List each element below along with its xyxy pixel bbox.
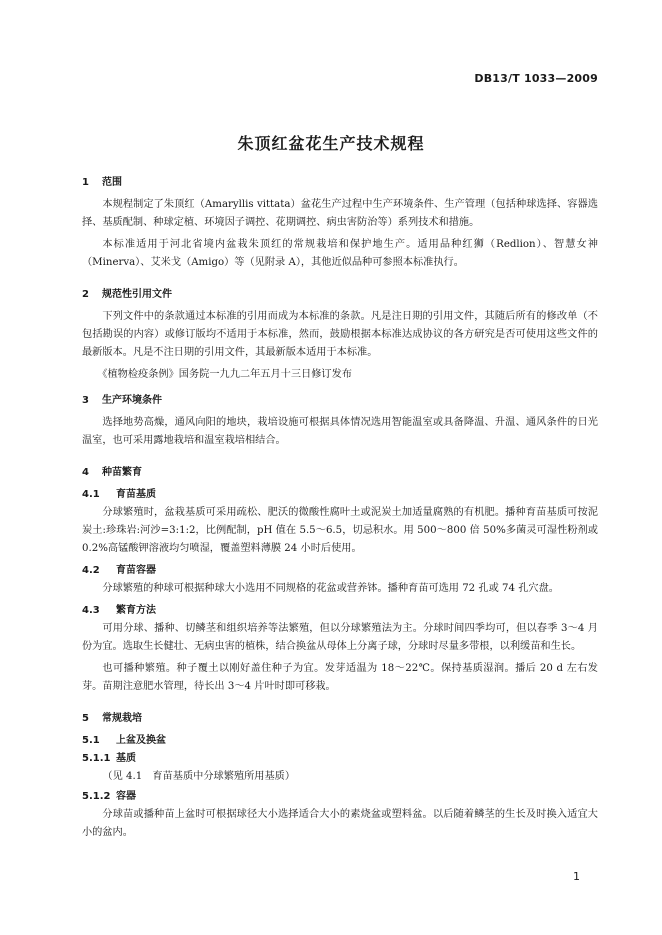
paragraph: 下列文件中的条款通过本标准的引用而成为本标准的条款。凡是注日期的引用文件，其随后所有的修改单（不包括勘误的内容）或修订版均不适用于本标准，然而，鼓励根据本标准达成协议的各方研究是否可使用这些文件的最新版本。凡是不注日期的引用文件，其最新版本适用于本标准。 (82, 311, 598, 358)
document-body (82, 170, 598, 846)
section-heading-1: 1 范围 (82, 177, 122, 188)
paragraph: 本标准适用于河北省境内盆栽朱顶红的常规栽培和保护地生产。适用品种红狮（Redlion）、智慧女神（Minerva）、艾米戈（Amigo）等（见附录 A），其他近似品种可参照本标准执行。 (82, 239, 598, 268)
paragraph: 分球繁殖的种球可根据种球大小选用不同规格的花盆或营养钵。播种育苗可选用 72 孔或 74 孔穴盘。 (102, 583, 559, 594)
paragraph: 分球苗或播种苗上盆时可根据球径大小选择适合大小的素烧盆或塑料盆。以后随着鳞茎的生长及时换入适宜大小的盆内。 (82, 809, 598, 838)
paragraph: 本规程制定了朱顶红（Amaryllis vittata）盆花生产过程中生产环境条件、生产管理（包括种球选择、容器选择、基质配制、种球定植、环境因子调控、花期调控、病虫害防治等）系列技术和措施。 (82, 199, 598, 228)
subsection-heading-5-1-2: 5.1.2 容器 (82, 791, 136, 802)
paragraph: 分球繁殖时，盆栽基质可采用疏松、肥沃的微酸性腐叶土或泥炭土加适量腐熟的有机肥。播种育苗基质可按泥炭土:珍珠岩:河沙=3:1:2，比例配制，pH 值在 5.5～6.5，切忌积水。用 500～800 倍 50%多菌灵可湿性粉剂或 0.2%高锰酸钾溶液均匀喷湿，覆盖塑料薄膜 24 小时后使用。 (82, 507, 598, 554)
document-title: 朱顶红盆花生产技术规程 (237, 134, 425, 153)
subsection-heading-5-1: 5.1 上盆及换盆 (82, 735, 166, 746)
subsection-heading-5-1-1: 5.1.1 基质 (82, 753, 136, 764)
section-heading-3: 3 生产环境条件 (82, 395, 162, 406)
page-number: 1 (573, 870, 580, 883)
paragraph: 也可播种繁殖。种子覆土以刚好盖住种子为宜。发芽适温为 18～22℃。保持基质湿润。播后 20 d 左右发芽。苗期注意肥水管理，待长出 3～4 片叶时即可移栽。 (82, 663, 598, 692)
paragraph: 可用分球、播种、切鳞茎和组织培养等法繁殖，但以分球繁殖法为主。分球时间四季均可，但以春季 3～4 月份为宜。选取生长健壮、无病虫害的植株，结合换盆从母体上分离子球，分球时尽量多带根，以利缓苗和生长。 (82, 623, 598, 652)
subsection-heading-4-1: 4.1 育苗基质 (82, 489, 156, 500)
subsection-heading-4-2: 4.2 育苗容器 (82, 565, 156, 576)
subsection-heading-4-3: 4.3 繁育方法 (82, 605, 156, 616)
standard-number: DB13/T 1033—2009 (474, 72, 598, 85)
section-heading-2: 2 规范性引用文件 (82, 289, 172, 300)
cross-reference-note: （见 4.1 育苗基质中分球繁殖所用基质） (102, 771, 296, 782)
referenced-document: 《植物检疫条例》国务院一九九二年五月十三日修订发布 (97, 369, 352, 380)
section-heading-4: 4 种苗繁育 (82, 467, 142, 478)
paragraph: 选择地势高燥，通风向阳的地块，栽培设施可根据具体情况选用智能温室或具备降温、升温、通风条件的日光温室，也可采用露地栽培和温室栽培相结合。 (82, 417, 598, 446)
section-heading-5: 5 常规栽培 (82, 713, 142, 724)
